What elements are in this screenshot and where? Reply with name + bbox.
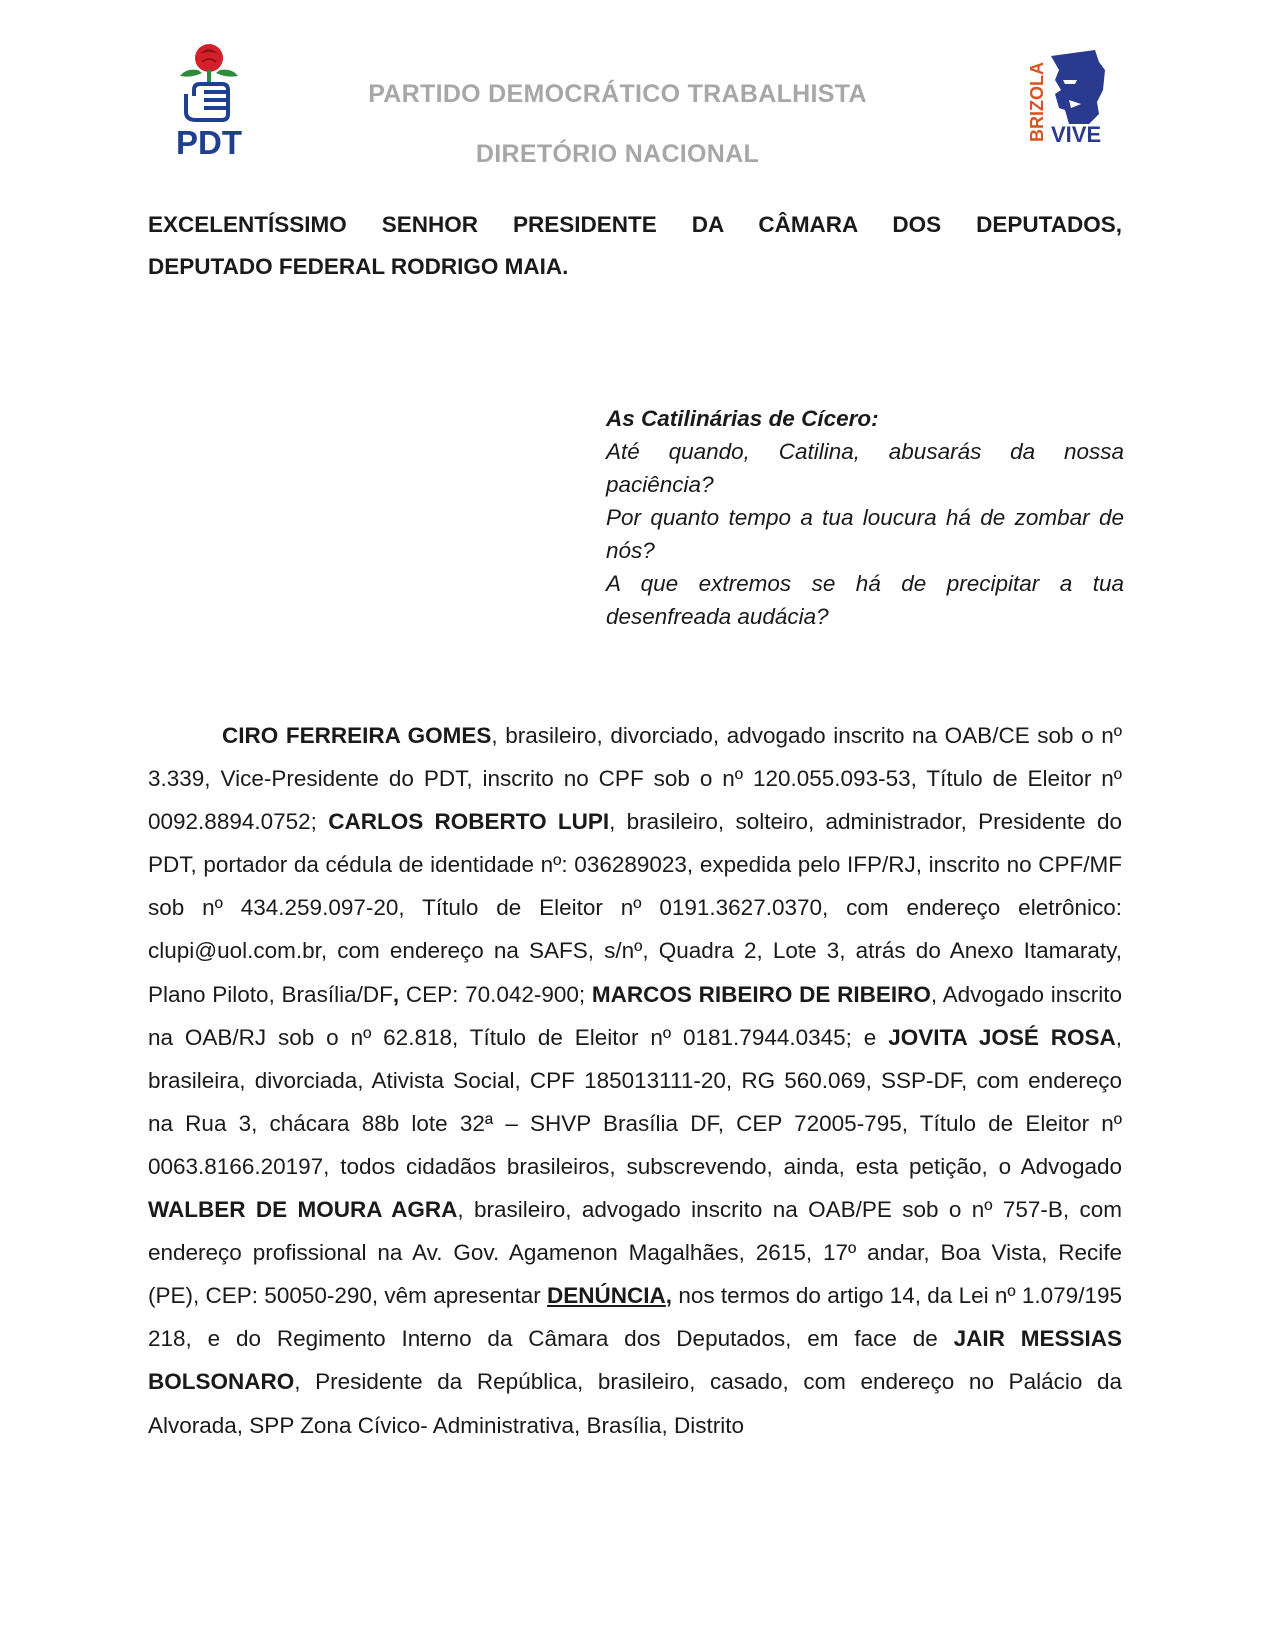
petitioner-name: CIRO FERREIRA GOMES	[222, 723, 492, 748]
petitioner-name: CARLOS ROBERTO LUPI	[328, 809, 610, 835]
addressee-line-1: EXCELENTÍSSIMO SENHOR PRESIDENTE DA CÂMARA DOS DEPUTADOS,	[148, 212, 1122, 237]
comma: ,	[392, 981, 400, 1007]
petition-paragraph	[148, 714, 1122, 1447]
epigraph-title: As Catilinárias de Cícero:	[606, 406, 879, 431]
legal-basis: nos termos do artigo 14, da Lei nº 1.079/195 218, e do Regimento Interno da Câmara dos Deputados, em face de	[148, 1283, 1122, 1352]
denuncia-keyword: DENÚNCIA	[547, 1283, 666, 1309]
party-name: PARTIDO DEMOCRÁTICO TRABALHISTA	[368, 80, 867, 108]
rose-icon	[180, 44, 238, 84]
epigraph-line: Por quanto tempo a tua loucura há de zombar de nós?	[606, 505, 1124, 563]
epigraph-line: A que extremos se há de precipitar a tua desenfreada audácia?	[606, 571, 1124, 629]
pdt-logo-text: PDT	[176, 124, 242, 161]
lawyer-name: WALBER DE MOURA AGRA	[148, 1197, 458, 1223]
petitioner-details: CEP: 70.042-900;	[399, 981, 592, 1007]
addressee	[148, 204, 1122, 288]
brizola-text: BRIZOLA	[1027, 62, 1047, 142]
epigraph-line: Até quando, Catilina, abusarás da nossa paciência?	[606, 439, 1124, 497]
vive-text: VIVE	[1051, 122, 1102, 147]
epigraph	[606, 402, 1124, 633]
petitioner-details: , brasileiro, divorciado, advogado inscrito na OAB/CE sob o nº 3.339, Vice-Presidente do PDT, inscrito no CPF sob o nº 120.055.093-53, Título de Eleitor nº 0092.8894.0752;	[148, 723, 1122, 835]
petitioner-details: , brasileiro, solteiro, administrador, Presidente do PDT, portador da cédula de identidade nº: 036289023, expedida pelo IFP/RJ, inscrito no CPF/MF sob nº 434.259.097-20, Título de Eleitor nº 0191.3627.0370, com endereço eletrônico: clupi@uol.com.br, com endereço na SAFS, s/nº, Quadra 2, Lote 3, atrás do Anexo Itamaraty, Plano Piloto, Brasília/DF	[148, 809, 1122, 1007]
lawyer-details: , brasileiro, advogado inscrito na OAB/PE sob o nº 757-B, com endereço profissional na Av. Gov. Agamenon Magalhães, 2615, 17º andar, Boa Vista, Recife (PE), CEP: 50050-290, vêm apresentar	[148, 1197, 1122, 1309]
addressee-line-2: DEPUTADO FEDERAL RODRIGO MAIA.	[148, 254, 569, 279]
directory-name: DIRETÓRIO NACIONAL	[475, 140, 760, 168]
petitioner-details: , brasileira, divorciada, Ativista Social, CPF 185013111-20, RG 560.069, SSP-DF, com endereço na Rua 3, chácara 88b lote 32ª – SHVP Brasília DF, CEP 72005-795, Título de Eleitor nº 0063.8166.20197, todos cidadãos brasileiros, subscrevendo, ainda, esta petição, o Advogado	[148, 1024, 1122, 1179]
petitioner-name: MARCOS RIBEIRO DE RIBEIRO	[591, 981, 931, 1007]
defendant-details: , Presidente da República, brasileiro, casado, com endereço no Palácio da Alvorada, SPP Zona Cívico- Administrativa, Brasília, Distrito	[148, 1369, 1122, 1438]
petitioner-details: , Advogado inscrito na OAB/RJ sob o nº 62.818, Título de Eleitor nº 0181.7944.0345; e	[148, 981, 1122, 1050]
defendant-name: JAIR MESSIAS BOLSONARO	[148, 1326, 1122, 1395]
comma: ,	[665, 1283, 673, 1309]
petitioner-name: JOVITA JOSÉ ROSA	[888, 1024, 1116, 1050]
